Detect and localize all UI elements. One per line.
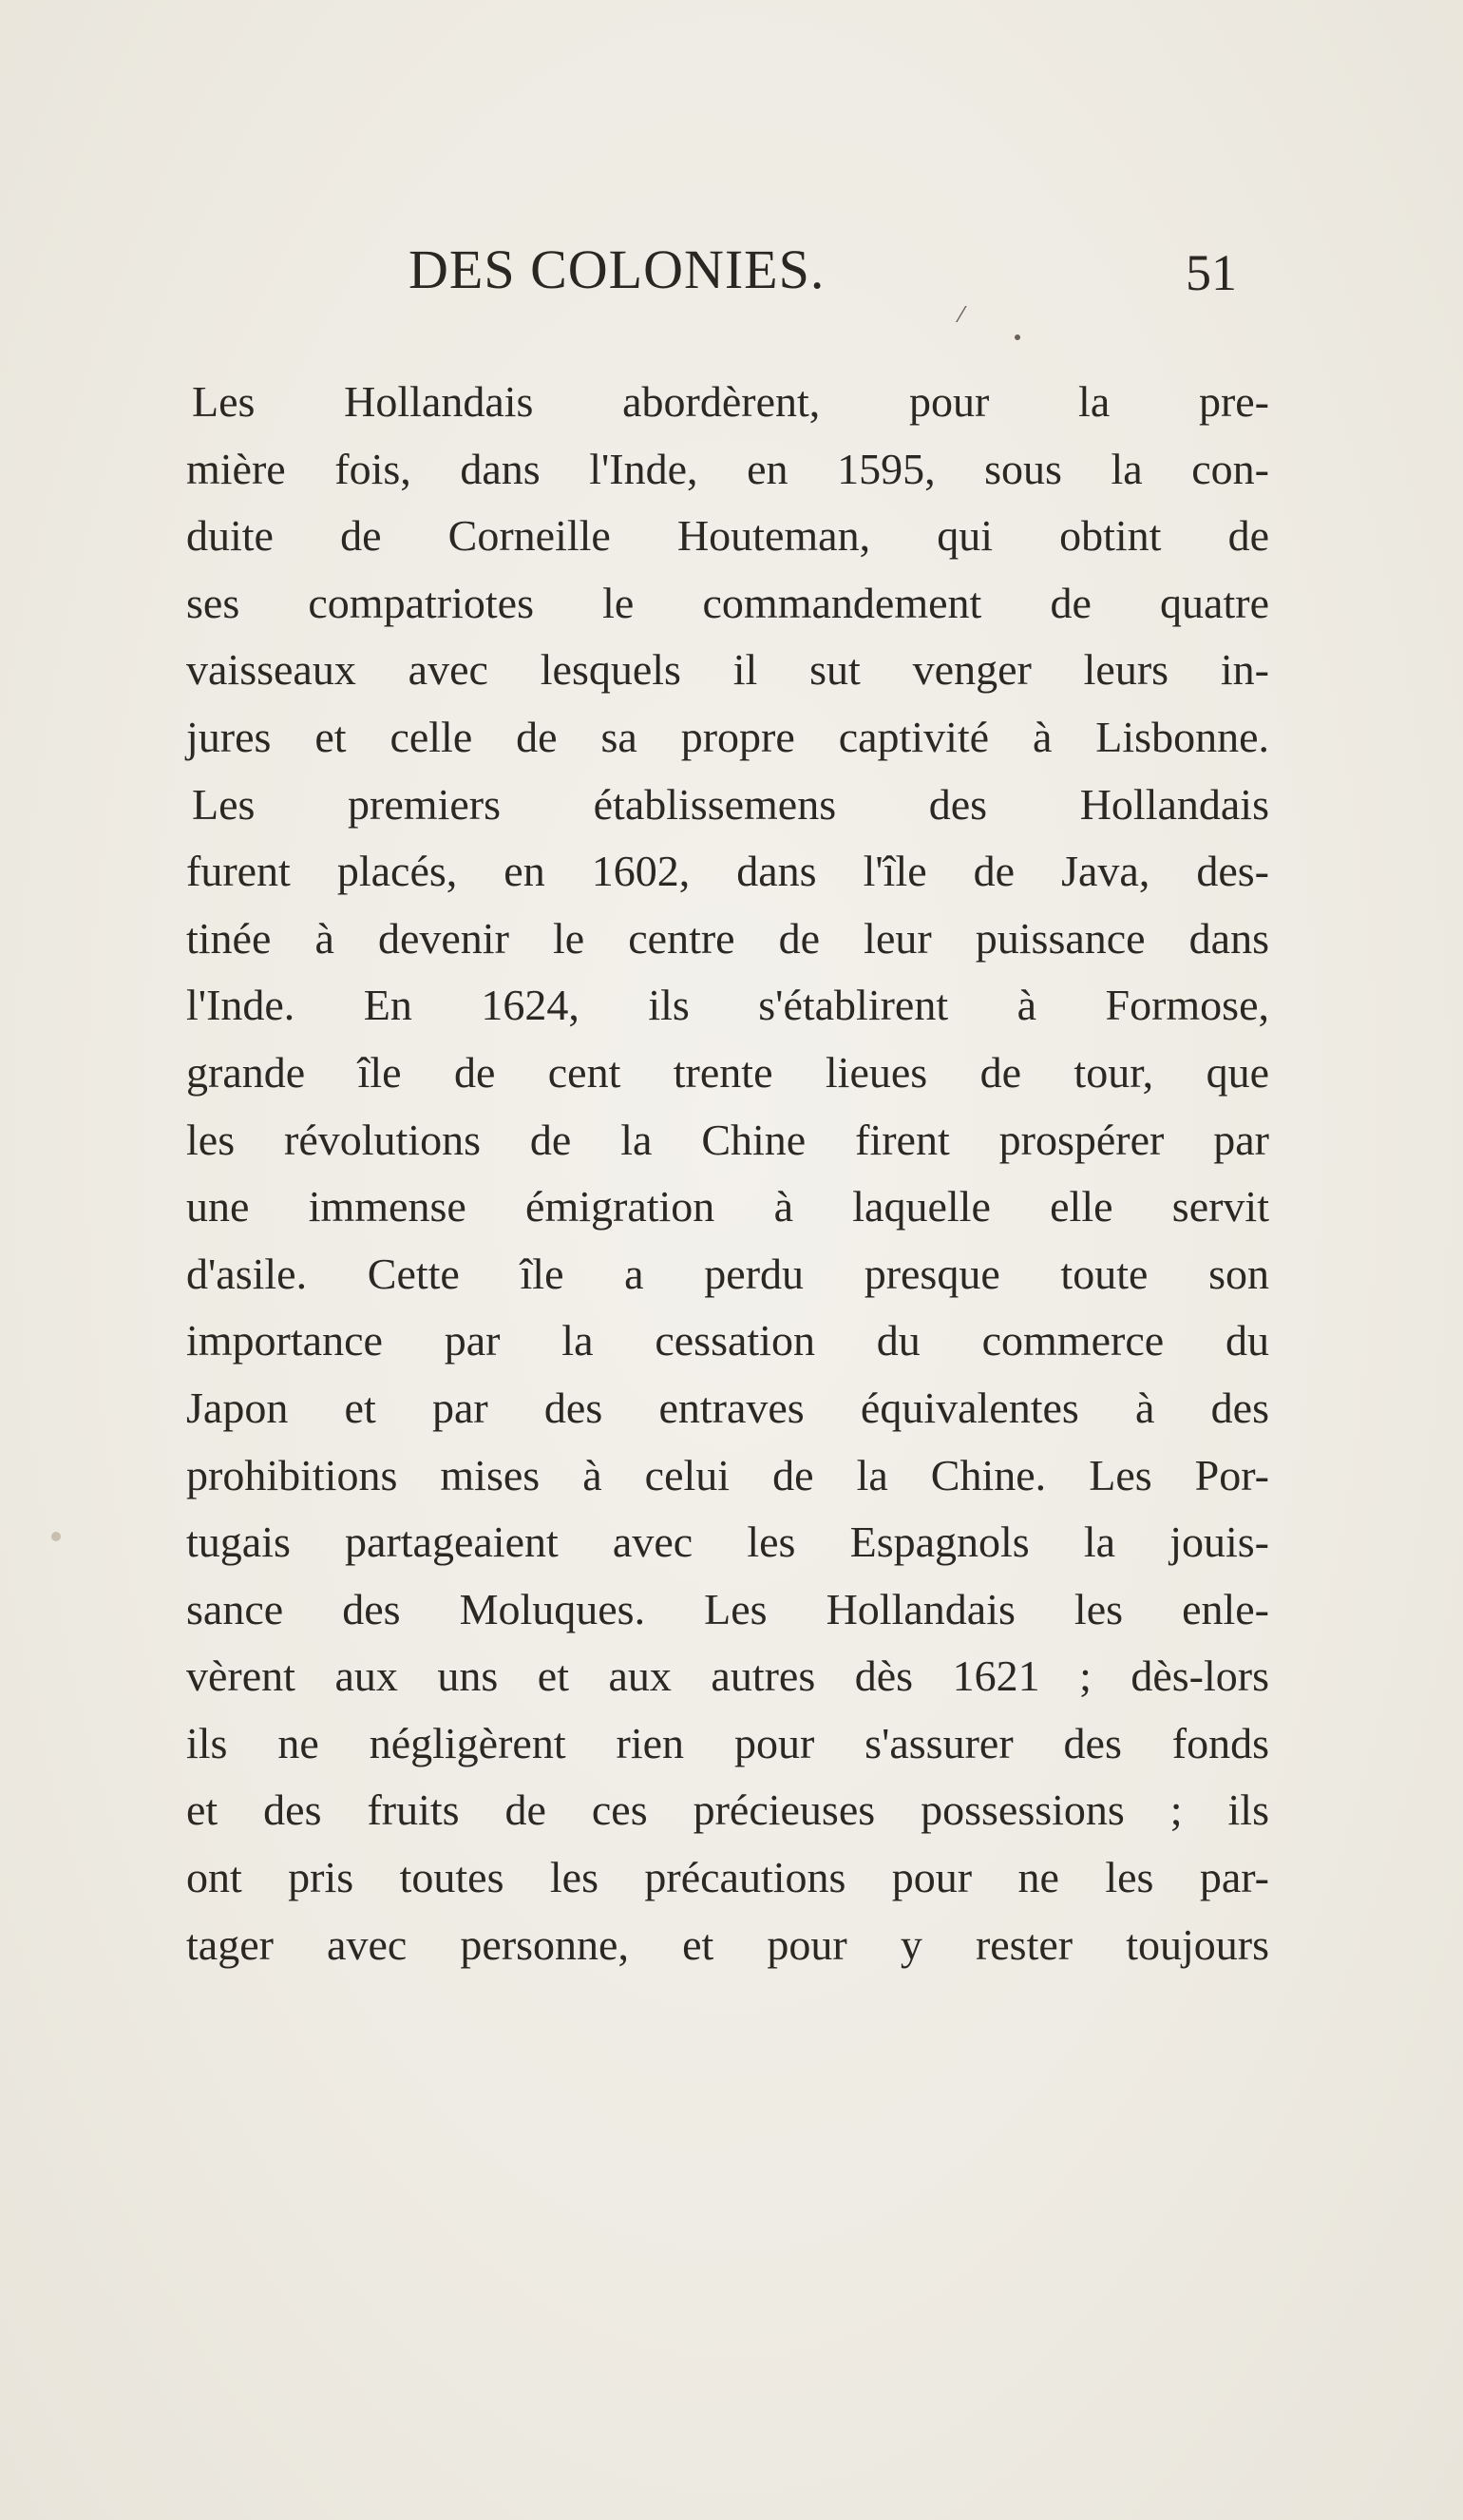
body-text: [186, 369, 1269, 1978]
text-line: ses compatriotes le commandement de quatre: [186, 578, 1269, 627]
page-number: 51: [1186, 244, 1237, 301]
paper-speck-icon: [51, 1532, 61, 1541]
text-line: importance par la cessation du commerce du: [186, 1316, 1269, 1365]
running-head-title: DES COLONIES.: [408, 239, 826, 300]
text-line: ont pris toutes les précautions pour ne les par-: [186, 1853, 1269, 1902]
text-line: tugais partageaient avec les Espagnols la jouis-: [186, 1518, 1269, 1567]
text-line: mière fois, dans l'Inde, en 1595, sous la con-: [186, 444, 1269, 493]
text-line: une immense émigration à laquelle elle servit: [186, 1182, 1269, 1231]
text-line: Japon et par des entraves équivalentes à des: [186, 1383, 1269, 1432]
text-line: sance des Moluques. Les Hollandais les enle-: [186, 1584, 1269, 1633]
text-line: les révolutions de la Chine firent prospérer par: [186, 1115, 1269, 1164]
text-line: jures et celle de sa propre captivité à Lisbonne.: [186, 712, 1269, 761]
text-line: d'asile. Cette île a perdu presque toute son: [186, 1249, 1269, 1298]
text-line: l'Inde. En 1624, ils s'établirent à Formose,: [186, 981, 1269, 1030]
ink-dot-icon: [1015, 334, 1020, 340]
text-line: Les premiers établissemens des Hollandais: [192, 779, 1269, 829]
text-line: furent placés, en 1602, dans l'île de Java, des-: [186, 847, 1269, 896]
text-line: et des fruits de ces précieuses possessions ; ils: [186, 1785, 1269, 1835]
text-line: prohibitions mises à celui de la Chine. Les Por-: [186, 1450, 1269, 1499]
printer-mark-icon: ⁄: [960, 304, 963, 328]
text-line: tinée à devenir le centre de leur puissance dans: [186, 913, 1269, 963]
text-line: grande île de cent trente lieues de tour, que: [186, 1047, 1269, 1097]
text-line: vèrent aux uns et aux autres dès 1621 ; dès-lors: [186, 1651, 1269, 1701]
text-line: tager avec personne, et pour y rester toujours: [186, 1919, 1269, 1969]
text-line: Les Hollandais abordèrent, pour la pre-: [192, 377, 1269, 426]
text-line: ils ne négligèrent rien pour s'assurer des fonds: [186, 1718, 1269, 1767]
text-line: duite de Corneille Houteman, qui obtint de: [186, 511, 1269, 561]
text-line: vaisseaux avec lesquels il sut venger leurs in-: [186, 645, 1269, 695]
